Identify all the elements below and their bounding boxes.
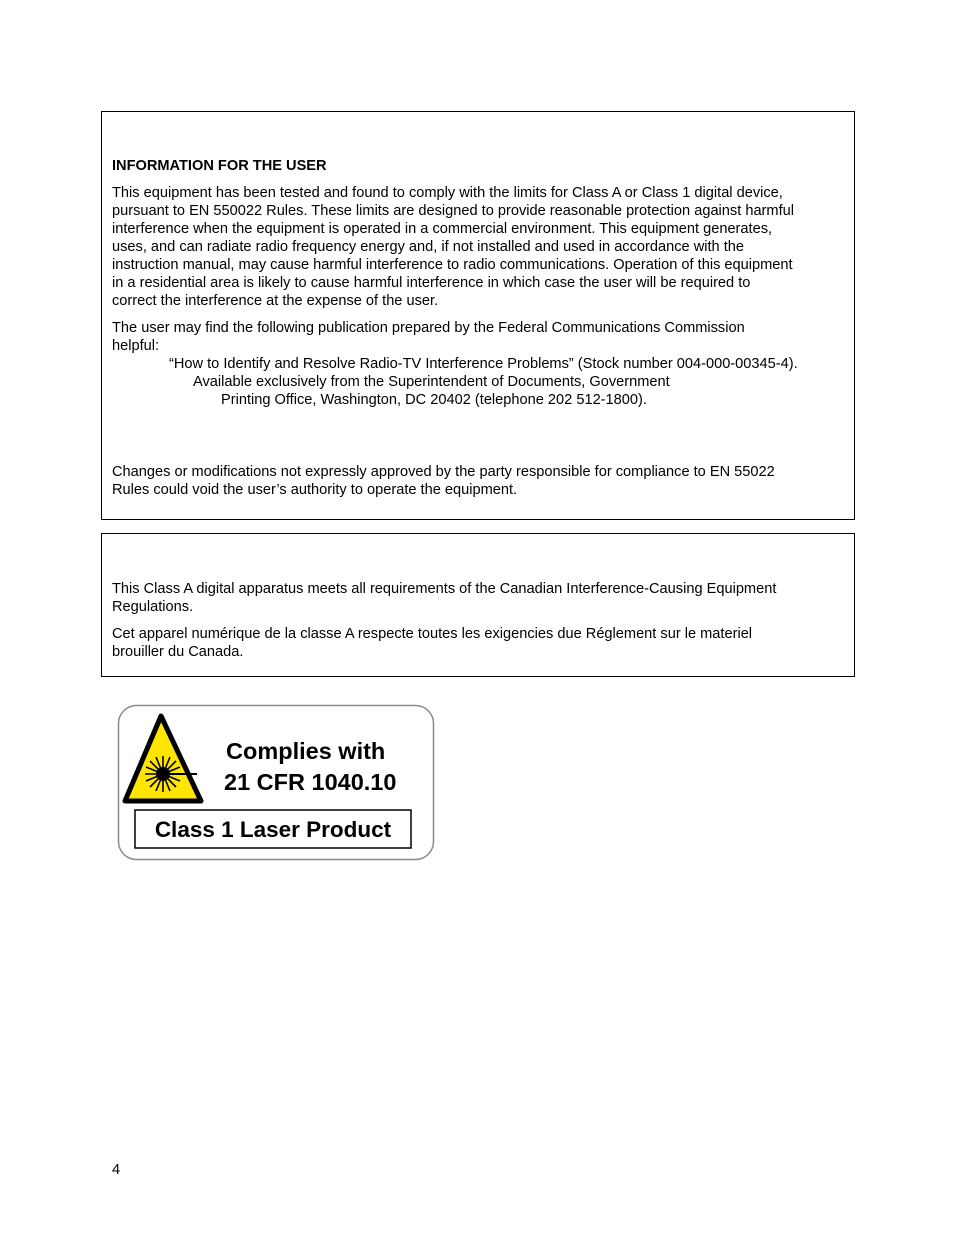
fcc-paragraph-2-line-1: The user may find the following publication prepared by the Federal Communications Commission (112, 320, 745, 336)
canada-french-line-1: Cet apparel numérique de la classe A respecte toutes les exigencies due Réglement sur le materiel (112, 626, 753, 642)
laser-compliance-label (117, 704, 435, 861)
canada-english-line-2: Regulations. (112, 599, 194, 615)
fcc-paragraph-1-line-6: in a residential area is likely to cause harmful interference in which case the user will be required to (112, 275, 751, 291)
laser-class-text: Class 1 Laser Product (154, 817, 392, 842)
fcc-paragraph-3-line-1: Changes or modifications not expressly approved by the party responsible for compliance to EN 55022 (112, 464, 775, 480)
fcc-paragraph-1-line-3: interference when the equipment is operated in a commercial environment. This equipment generates, (112, 221, 773, 237)
fcc-heading: INFORMATION FOR THE USER (112, 158, 327, 174)
fcc-paragraph-1-line-1: This equipment has been tested and found to comply with the limits for Class A or Class 1 digital device, (112, 185, 783, 201)
fcc-paragraph-1-line-2: pursuant to EN 550022 Rules. These limits are designed to provide reasonable protection against harmful (112, 203, 794, 219)
publication-line-1: “How to Identify and Resolve Radio-TV Interference Problems” (Stock number 004-000-00345-4). (169, 356, 798, 372)
canada-english-line-1: This Class A digital apparatus meets all requirements of the Canadian Interference-Causing Equipment (112, 581, 777, 597)
page-number: 4 (112, 1162, 121, 1178)
fcc-paragraph-1-line-7: correct the interference at the expense of the user. (112, 293, 439, 309)
fcc-paragraph-1-line-4: uses, and can radiate radio frequency energy and, if not installed and used in accordance with the (112, 239, 744, 255)
fcc-paragraph-3-line-2: Rules could void the user’s authority to operate the equipment. (112, 482, 518, 498)
fcc-paragraph-2-line-2: helpful: (112, 338, 160, 354)
fcc-paragraph-1-line-5: instruction manual, may cause harmful interference to radio communications. Operation of this equipment (112, 257, 793, 273)
laser-label-line-2: 21 CFR 1040.10 (224, 769, 397, 795)
canada-french-line-2: brouiller du Canada. (112, 644, 244, 660)
publication-line-2: Available exclusively from the Superintendent of Documents, Government (193, 374, 670, 390)
laser-label-line-1: Complies with (226, 738, 386, 764)
publication-line-3: Printing Office, Washington, DC 20402 (telephone 202 512-1800). (221, 392, 647, 408)
